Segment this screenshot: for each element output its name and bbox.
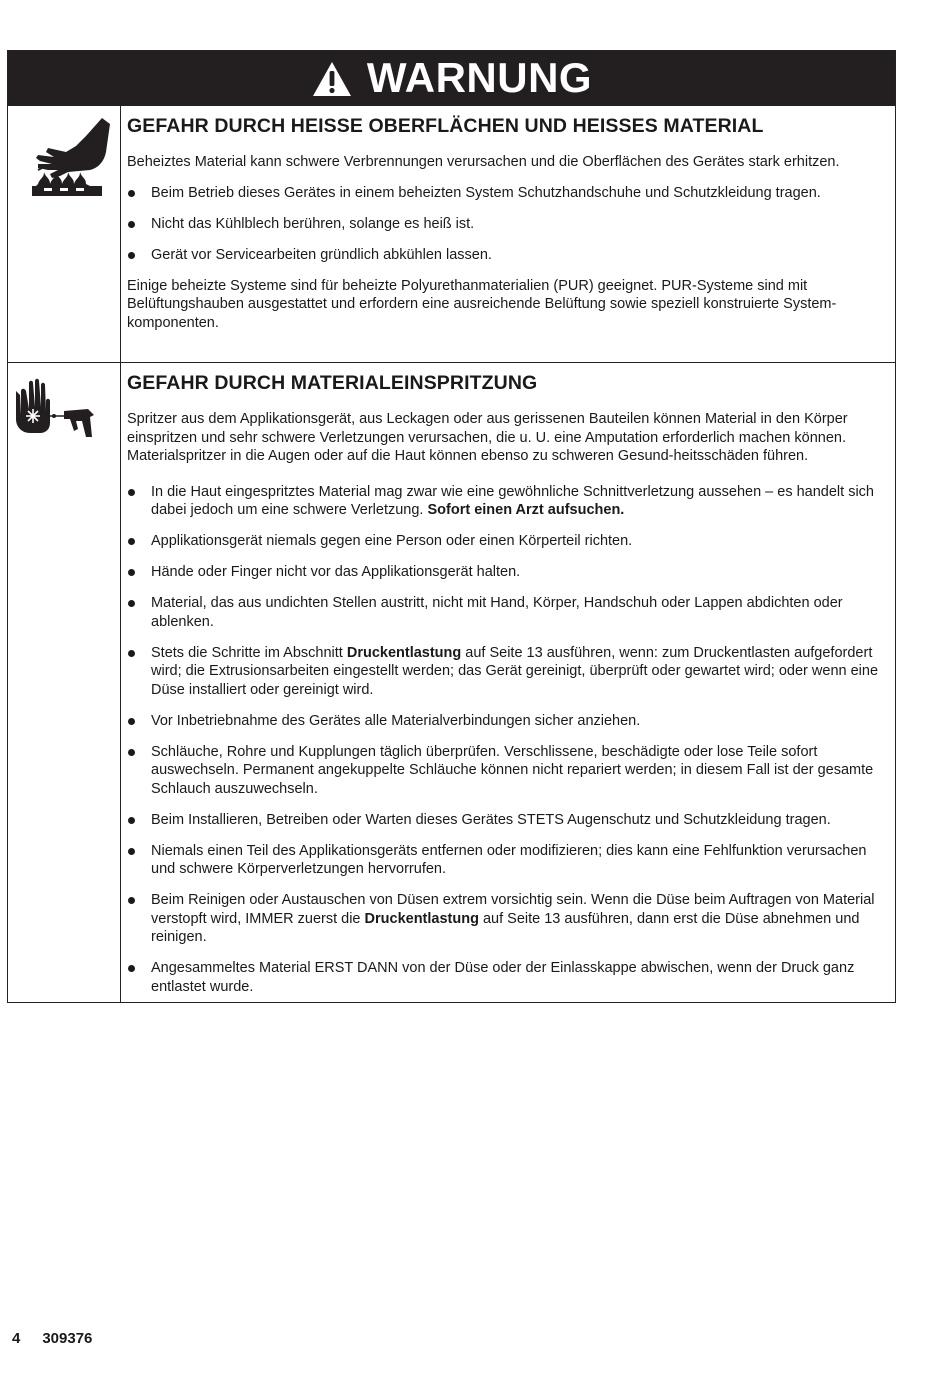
bold-reference: Sofort einen Arzt aufsuchen.	[427, 502, 625, 518]
list-item	[127, 483, 887, 520]
list-item	[127, 246, 887, 265]
bullet-text: Gerät vor Servicearbeiten gründlich abkühlen lassen.	[151, 246, 492, 263]
bullet-text: Applikationsgerät niemals gegen eine Person oder einen Körperteil richten.	[151, 533, 633, 549]
bullet-text: Niemals einen Teil des Applikationsgeräts entfernen oder modifizieren; dies kann eine Fehlfunktion verursachen und schwere Körperverletzungen hervorrufen.	[151, 842, 867, 877]
hot-surface-section	[8, 105, 895, 362]
bullet-text: In die Haut eingespritztes Material mag zwar wie eine gewöhnliche Schnittverletzung aussehen – es handelt sich dabei jedoch um eine schwere Verletzung. Sofort einen Arzt aufsuchen.	[151, 483, 874, 518]
list-item	[127, 712, 887, 731]
page-footer	[12, 1330, 114, 1347]
warning-triangle-icon	[311, 60, 353, 98]
injection-section	[8, 362, 895, 1002]
doc-number: 309376	[42, 1330, 93, 1347]
icon-cell	[8, 106, 121, 362]
hot-surface-text	[121, 106, 895, 362]
list-item	[127, 532, 887, 551]
page-number: 4	[12, 1330, 21, 1347]
section-title: GEFAHR DURCH HEISSE OBERFLÄCHEN UND HEISSES MATERIAL	[127, 115, 764, 137]
list-item	[127, 743, 887, 799]
list-item	[127, 215, 887, 234]
bullet-text: Angesammeltes Material ERST DANN von der Düse oder der Einlasskappe abwischen, wenn der Druck ganz entlastet wurde.	[151, 960, 855, 995]
bold-reference: Druckentlastung	[364, 910, 479, 927]
warning-banner	[8, 51, 895, 105]
banner-title: WARNUNG	[366, 54, 593, 101]
injection-text	[121, 363, 895, 1002]
list-item	[127, 811, 887, 830]
bullet-text: Beim Reinigen oder Austauschen von Düsen extrem vorsichtig sein. Wenn die Düse beim Auftragen von Material verstopft wird, IMMER zuerst die Druckentlastung auf Seite 13 ausführen, dann erst die Düse abnehmen und reinigen.	[151, 892, 875, 945]
list-item	[127, 184, 887, 203]
list-item	[127, 842, 887, 879]
bullet-text: Material, das aus undichten Stellen austritt, nicht mit Hand, Körper, Handschuh oder Lappen abdichten oder ablenken.	[151, 595, 843, 630]
injection-hazard-hand-gun-icon	[8, 371, 120, 451]
section-intro: Beheiztes Material kann schwere Verbrennungen verursachen und die Oberflächen des Gerätes stark erhitzen.	[127, 154, 840, 170]
bullet-text: Vor Inbetriebnahme des Gerätes alle Materialverbindungen sicher anziehen.	[151, 712, 641, 729]
section-outro: Einige beheizte Systeme sind für beheizte Polyurethanmaterialien (PUR) geeignet. PUR-Systeme sind mit Belüftungshauben ausgestattet und erfordern eine ausreichende Belüftung sowie speziell konstruierte System-komponenten.	[127, 277, 837, 331]
list-item	[127, 594, 887, 631]
section-title: GEFAHR DURCH MATERIALEINSPRITZUNG	[127, 372, 538, 394]
bullet-text: Hände oder Finger nicht vor das Applikationsgerät halten.	[151, 564, 521, 580]
bullet-text: Stets die Schritte im Abschnitt Druckentlastung auf Seite 13 ausführen, wenn: zum Druckentlasten aufgefordert wird; die Extrusionsarbeiten eingestellt werden; das Gerät gereinigt, überprüft oder gewartet wird; oder wenn eine Düse installiert oder gereinigt wird.	[151, 644, 879, 698]
warning-box	[7, 50, 896, 1003]
list-item	[127, 891, 887, 947]
bullet-text: Schläuche, Rohre und Kupplungen täglich überprüfen. Verschlissene, beschädigte oder lose Teile sofort auswechseln. Permanent angekuppelte Schläuche können nicht repariert werden; in diesem Fall ist der gesamte Schlauch auszuwechseln.	[151, 743, 874, 797]
section-intro: Spritzer aus dem Applikationsgerät, aus Leckagen oder aus gerissenen Bauteilen können Material in den Körper einspritzen und sehr schwere Verletzungen verursachen, die u. U. eine Amputation erforderlich machen können. Materialspritzer in die Augen oder auf die Haut können ebenso zu schweren Gesund-heitsschäden führen.	[127, 411, 848, 464]
bullet-text: Beim Installieren, Betreiben oder Warten dieses Gerätes STETS Augenschutz und Schutzkleidung tragen.	[151, 811, 831, 828]
bullet-text: Beim Betrieb dieses Gerätes in einem beheizten System Schutzhandschuhe und Schutzkleidung tragen.	[151, 184, 821, 201]
bold-reference: Druckentlastung	[346, 644, 462, 661]
list-item	[127, 563, 887, 582]
bullet-list	[127, 483, 887, 997]
list-item	[127, 644, 887, 700]
icon-cell	[8, 363, 121, 1002]
bullet-list	[127, 184, 887, 265]
bullet-text: Nicht das Kühlblech berühren, solange es heiß ist.	[151, 215, 475, 232]
hot-surface-hand-icon	[8, 106, 120, 362]
list-item	[127, 959, 887, 996]
